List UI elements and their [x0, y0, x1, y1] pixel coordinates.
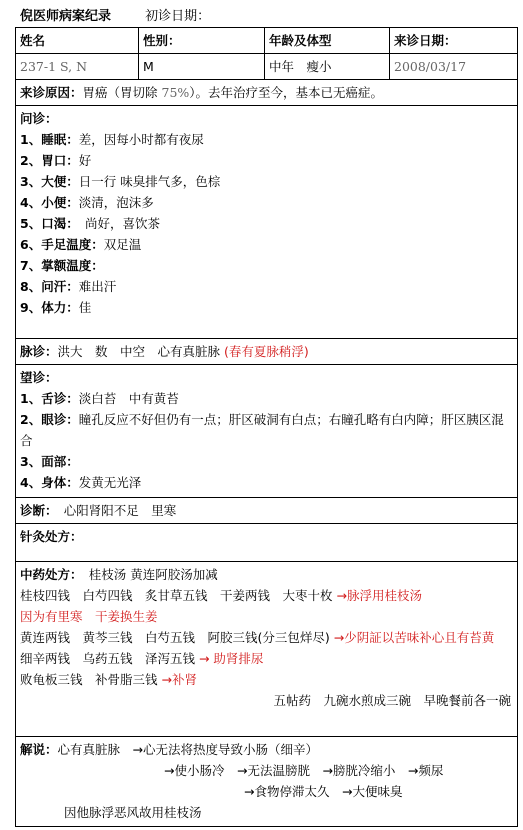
inquiry-cell: [16, 106, 518, 339]
item-value: 佳: [78, 300, 92, 315]
item-value: 日一行 味臭排气多，色棕: [78, 174, 221, 189]
herbal-herbs: 桂枝四钱 白芍四钱 炙甘草五钱 干姜两钱 大枣十枚: [20, 588, 337, 603]
item-number: 3、: [20, 174, 42, 189]
inquiry-item: [20, 150, 513, 171]
item-number: 1、: [20, 132, 42, 147]
reason-text-1: 胃癌（胃切除: [82, 85, 162, 100]
case-record-table: [15, 27, 518, 827]
reason-cell: [16, 80, 518, 106]
inquiry-item: [20, 192, 513, 213]
herbal-line-4: [20, 648, 513, 669]
item-value: 双足温: [103, 237, 142, 252]
herbal-line-2: 因为有里寒 干姜换生姜: [20, 609, 158, 624]
item-number: 6、: [20, 237, 42, 252]
item-number: 2、: [20, 153, 42, 168]
item-key: 掌额温度：: [41, 258, 104, 273]
inquiry-item: [20, 276, 513, 297]
record-header: [20, 5, 210, 27]
first-visit-label: 初诊日期：: [145, 9, 211, 24]
body-value: 发黄无光泽: [78, 475, 142, 490]
item-number: 4、: [20, 195, 42, 210]
herbal-herbs: 细辛两钱 乌药五钱 泽泻五钱: [20, 651, 199, 666]
item-number: 9、: [20, 300, 42, 315]
inquiry-item: [20, 255, 513, 276]
herbal-note: →补肾: [161, 672, 197, 687]
item-value: 差，因每小时都有夜尿: [78, 132, 204, 147]
observe-cell: [16, 365, 518, 498]
patient-id: 237-1 S, N: [16, 54, 139, 80]
herbal-line-1: [20, 585, 513, 606]
inquiry-item: [20, 171, 513, 192]
herbal-cell: [16, 562, 518, 737]
explain-text: 心有真脏脉 →心无法将热度导致小肠（细辛）: [57, 742, 318, 757]
item-key: 睡眠：: [41, 132, 79, 147]
face-line: [20, 451, 513, 472]
item-number: 7、: [20, 258, 42, 273]
explain-line-1: [20, 739, 513, 760]
explain-line-3: →食物停滞太久 →大便味臭: [244, 784, 403, 799]
herbal-note: →少阴証以苦味补心且有苔黄: [333, 630, 495, 645]
visit-date: 2008/03/17: [390, 54, 518, 80]
explain-cell: [16, 737, 518, 827]
herbal-line-5: [20, 669, 513, 690]
inquiry-title: 问诊：: [20, 111, 58, 126]
item-value: 好: [78, 153, 92, 168]
pulse-cell: [16, 339, 518, 365]
pulse-label: 脉诊：: [20, 344, 58, 359]
tongue-value: 淡白苔 中有黄苔: [78, 391, 179, 406]
item-key: 体力：: [41, 300, 79, 315]
herbal-dosage: 五帖药 九碗水煎成三碗 早晚餐前各一碗: [273, 693, 511, 708]
item-value: 难出汗: [78, 279, 117, 294]
tongue-line: [20, 388, 513, 409]
explain-line-2: →使小肠冷 →无法温膀胱 →膀胱冷缩小 →频尿: [164, 763, 444, 778]
eye-key: 2、眼诊：: [20, 412, 79, 427]
pulse-text: 洪大 数 中空 心有真脏脉: [57, 344, 224, 359]
herbal-label: 中药处方：: [20, 567, 77, 582]
item-key: 胃口：: [41, 153, 79, 168]
herbal-line-3: [20, 627, 513, 648]
item-key: 大便：: [41, 174, 79, 189]
patient-sex: M: [139, 54, 265, 80]
explain-line-4: 因他脉浮恶风故用桂枝汤: [64, 805, 202, 820]
herbal-header: [20, 564, 513, 585]
item-key: 问汗：: [41, 279, 79, 294]
tongue-key: 1、舌诊：: [20, 391, 79, 406]
diagnosis-cell: [16, 498, 518, 524]
reason-label: 来诊原因：: [20, 85, 83, 100]
visit-date-label: 来诊日期：: [390, 28, 518, 54]
record-title: 倪医师病案纪录: [20, 9, 112, 24]
item-number: 5、: [20, 216, 42, 231]
reason-text-2: ）。去年治疗至今，基本已无癌症。: [189, 85, 384, 100]
item-value: 淡清，泡沫多: [78, 195, 154, 210]
age-label: 年龄及体型: [265, 28, 390, 54]
pulse-note: (春有夏脉稍浮): [224, 344, 309, 359]
acupuncture-label: 针灸处方：: [20, 529, 83, 544]
item-key: 手足温度：: [41, 237, 104, 252]
inquiry-item: [20, 297, 513, 318]
inquiry-item: [20, 129, 513, 150]
face-key: 3、面部：: [20, 454, 79, 469]
sex-label: 性别：: [139, 28, 265, 54]
diagnosis-text: 心阳肾阳不足 里寒: [51, 503, 177, 518]
inquiry-item: [20, 213, 513, 234]
herbal-herbs: 败龟板三钱 补骨脂三钱: [20, 672, 162, 687]
explain-label: 解说：: [20, 742, 58, 757]
item-value: 尚好，喜饮茶: [72, 216, 160, 231]
info-label-row: [16, 28, 518, 54]
eye-line: [20, 409, 513, 451]
herbal-formula: 桂枝汤 黄连阿胶汤加减: [76, 567, 218, 582]
observe-title: 望诊：: [20, 370, 58, 385]
patient-age: 中年 瘦小: [265, 54, 390, 80]
acupuncture-cell: [16, 524, 518, 562]
item-key: 口渴：: [41, 216, 73, 231]
herbal-note: → 助肾排尿: [198, 651, 264, 666]
item-key: 小便：: [41, 195, 79, 210]
name-label: 姓名: [16, 28, 139, 54]
herbal-note: →脉浮用桂枝汤: [336, 588, 422, 603]
inquiry-item: [20, 234, 513, 255]
reason-percent: 75%: [161, 85, 190, 100]
body-key: 4、身体：: [20, 475, 79, 490]
body-line: [20, 472, 513, 493]
eye-value: 瞳孔反应不好但仍有一点；肝区破洞有白点；右瞳孔略有白内障；肝区胰区混合: [20, 412, 504, 448]
item-number: 8、: [20, 279, 42, 294]
info-value-row: [16, 54, 518, 80]
diagnosis-label: 诊断：: [20, 503, 52, 518]
herbal-herbs: 黄连两钱 黄芩三钱 白芍五钱 阿胶三钱(分三包烊尽): [20, 630, 334, 645]
